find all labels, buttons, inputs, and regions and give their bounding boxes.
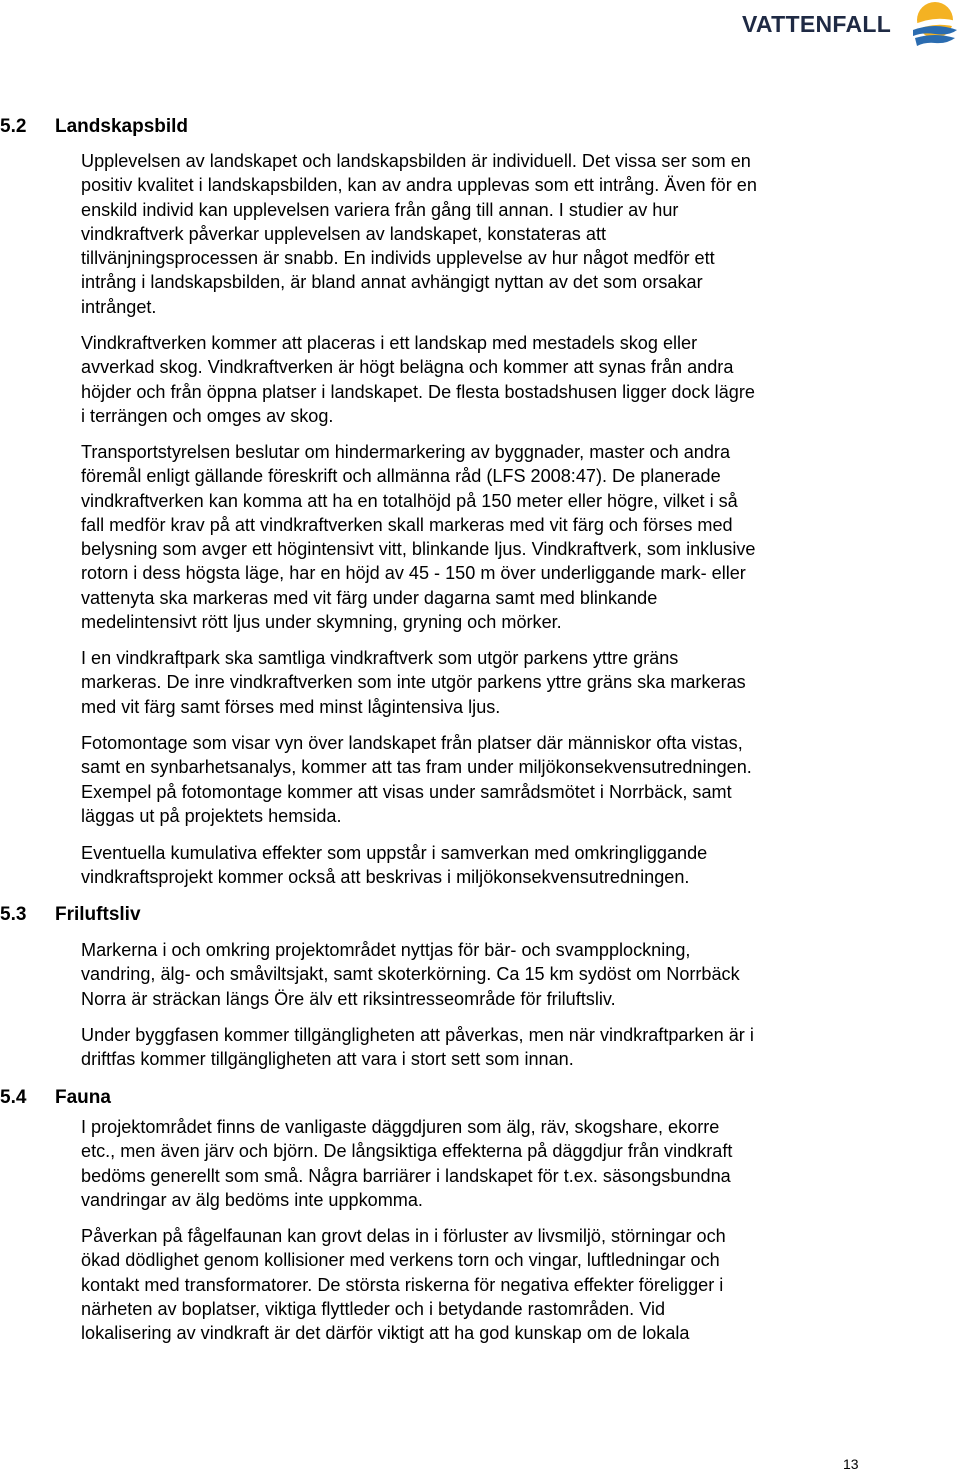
section-heading-friluftsliv xyxy=(0,903,141,927)
section-number: 5.4 xyxy=(0,1087,27,1108)
section-number: 5.2 xyxy=(0,116,27,137)
section-heading-landskapsbild xyxy=(0,115,188,139)
section-heading-fauna xyxy=(0,1086,111,1110)
section-title: Fauna xyxy=(55,1087,111,1108)
paragraph: Transportstyrelsen beslutar om hindermarkering av byggnader, master och andra föremål enligt gällande föreskrift och allmänna råd (LFS 2008:47). De planerade vindkraftverken kan komma att ha en totalhöjd på 150 meter eller högre, vilket i så fall medför krav på att vindkraftverken skall markeras med vit färg och förses med belysning som avger ett högintensivt vitt, blinkande ljus. Vindkraftverk, som inklusive rotorn i dess högsta läge, har en höjd av 45 - 150 m över underliggande mark- eller vattenyta ska markeras med vit färg under dagarna samt med blinkande medelintensivt rött ljus under skymning, gryning och mörker. xyxy=(81,442,756,633)
paragraph: Markerna i och omkring projektområdet nyttjas för bär- och svampplockning, vandring, älg- och småviltsjakt, samt skoterkörning. Ca 15 km sydöst om Norrbäck Norra är sträckan längs Öre älv ett riksintresseområde för friluftsliv. xyxy=(81,940,740,1009)
paragraph: I projektområdet finns de vanligaste däggdjuren som älg, räv, skogshare, ekorre etc., men även järv och björn. De långsiktiga effekterna på däggdjur från vindkraft bedöms generellt som små. Några barriärer i landskapet för t.ex. säsongsbundna vandringar av älg bedöms inte uppkomma. xyxy=(81,1117,733,1210)
paragraph: Eventuella kumulativa effekter som uppstår i samverkan med omkringliggande vindkraftsprojekt kommer också att beskrivas i miljökonsekvensutredningen. xyxy=(81,843,708,888)
logo-text: VATTENFALL xyxy=(742,11,892,37)
section-title: Friluftsliv xyxy=(55,904,141,925)
paragraph: Fotomontage som visar vyn över landskapet från platser där människor ofta vistas, samt en synbarhetsanalys, kommer att tas fram under miljökonsekvensutredningen. Exempel på fotomontage kommer att visas under samrådsmötet i Norrbäck, samt läggas ut på projektets hemsida. xyxy=(81,733,752,826)
section-title: Landskapsbild xyxy=(55,116,189,137)
vattenfall-logo xyxy=(742,0,960,50)
paragraph: Upplevelsen av landskapet och landskapsbilden är individuell. Det vissa ser som en positiv kvalitet i landskapsbilden, kan av andra upplevas som ett intrång. Även för en enskild individ kan upplevelsen variera från gång till annan. I studier av hur vindkraftverk påverkar upplevelsen av landskapet, konstateras att tillvänjningsprocessen är snabb. En individs upplevelse av hur något medför ett intrång i landskapsbilden, är bland annat avhängigt nyttan av det som orsakar intrånget. xyxy=(81,151,757,317)
section-number: 5.3 xyxy=(0,904,27,925)
paragraph: Under byggfasen kommer tillgängligheten att påverkas, men när vindkraftparken är i driftfas kommer tillgängligheten att vara i stort sett som innan. xyxy=(81,1025,754,1070)
paragraph: Vindkraftverken kommer att placeras i ett landskap med mestadels skog eller avverkad skog. Vindkraftverken är högt belägna och kommer att synas från andra höjder och från öppna platser i landskapet. De flesta bostadshusen ligger dock lägre i terrängen och omges av skog. xyxy=(81,333,755,426)
paragraph: Påverkan på fågelfaunan kan grovt delas in i förluster av livsmiljö, störningar och ökad dödlighet genom kollisioner med verkens torn och vingar, luftledningar och kontakt med transformatorer. De största riskerna för negativa effekter föreligger i närheten av boplatser, viktiga flyttleder och i betydande rastområden. Vid lokalisering av vindkraft är det därför viktigt att ha god kunskap om de lokala xyxy=(81,1226,726,1344)
paragraph: I en vindkraftpark ska samtliga vindkraftverk som utgör parkens yttre gräns markeras. De inre vindkraftverken som inte utgör parkens yttre gräns ska markeras med vit färg samt förses med minst lågintensiva ljus. xyxy=(81,648,746,717)
page-number: 13 xyxy=(843,1456,859,1472)
sun-wave-logo-icon xyxy=(905,0,960,50)
